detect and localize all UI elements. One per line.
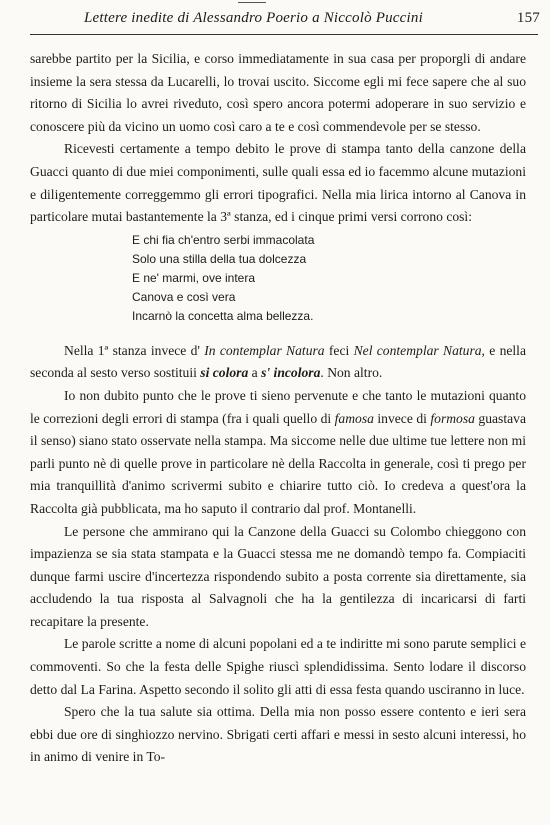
verse-line: Solo una stilla della tua dolcezza: [132, 251, 307, 266]
verse-line: E ne' marmi, ove intera: [132, 270, 256, 285]
paragraph-5: Le persone che ammirano qui la Canzone della Guacci su Colombo chieggono con impazienza se sia stata stampata e la Guacci stessa me ne domandò tempo fa. Compiaciti dunque farmi uscire d'incertezza rispondendo subito a posta corrente sia direttamente, sia accludendo la tua risposta al Salvagnoli che ha la gentilezza di incaricarsi di farti recapitare la presente.: [30, 523, 526, 629]
verse-quotation: [132, 231, 526, 326]
text-run: feci: [324, 342, 354, 358]
italic-run: In contemplar Natura: [204, 342, 325, 358]
paragraph-7: Spero che la tua salute sia ottima. Della mia non posso essere contento e ieri sera ebbi due ore di singhiozzo nervino. Sbrigati certi affari e messi in sesto alcuni interessi, ho in animo di venire in To-: [30, 704, 526, 765]
italic-run: si colora: [200, 365, 249, 381]
paragraph-1: sarebbe partito per la Sicilia, e corso immediatamente in sua casa per proporgli di andare insieme la sera stessa da Lucarelli, lo trovai uscito. Siccome egli mi fece sapere che al suo ritorno di Sicilia lo avrei riveduto, così spero ancora potermi adoperare in suo servizio e conoscere più da vicino un uomo così caro a te e così commendevole per se stesso.: [30, 51, 526, 134]
paragraph-4: [30, 385, 526, 521]
text-run: , e nella seconda al sesto verso sostituii: [30, 342, 526, 381]
paragraph-2: Ricevesti certamente a tempo debito le prove di stampa tanto della canzone della Guacci quanto di due miei componimenti, sulle quali essa ed io facemmo alcune mutazioni e diligentemente correggemmo gli errori tipografici. Nella mia lirica intorno al Canova in particolare mutai bastantemente la 3ª stanza, ed i cinque primi versi corrono così:: [30, 141, 526, 225]
text-run: Io non dubito punto che le prove ti sieno pervenute e che tanto le mutazioni quanto le correzioni degli errori di stampa (fra i quali quello di: [30, 387, 526, 426]
verse-line: Incarnò la concetta alma bellezza.: [132, 308, 314, 323]
running-title: Lettere inedite di Alessandro Poerio a Niccolò Puccini: [84, 10, 423, 26]
italic-run: s' incolora: [261, 365, 321, 381]
paragraph-3: [30, 340, 526, 385]
text-run: . Non altro.: [320, 365, 383, 381]
italic-run: formosa: [430, 410, 475, 426]
top-ornament: [238, 2, 266, 3]
text-run: Nella 1ª stanza invece d': [64, 342, 205, 358]
verse-line: Canova e così vera: [132, 289, 236, 304]
page-number: 157: [516, 10, 540, 26]
verse-line: E chi fia ch'entro serbi immacolata: [132, 232, 315, 247]
paragraph-6: Le parole scritte a nome di alcuni popolani ed a te indiritte mi sono parute semplici e commoventi. So che la festa delle Spighe riuscì splendidissima. Sento lodare il discorso detto dal La Farina. Aspetto secondo il solito gli atti di essa festa quando usciranno in luce.: [30, 636, 526, 697]
text-run: guastava il senso) siano stato osservate nella stampa. Ma siccome nelle due ultime tue lettere non mi parli punto nè di quelle prove in particolare nè della Raccolta in generale, così ti prego per mia tranquillità d'animo scrivermi subito e chiarire tutto ciò. Io credeva a quest'ora la Raccolta già pubblicata, ma ho saputo il contrario dal prof. Montanelli.: [30, 410, 526, 516]
letter-body: [30, 48, 526, 769]
header-rule: [30, 34, 538, 35]
italic-run: famosa: [334, 410, 374, 426]
italic-run: Nel contemplar Natura: [353, 342, 482, 358]
running-header: [28, 10, 542, 32]
text-run: invece di: [373, 410, 431, 426]
text-run: a: [248, 365, 262, 381]
